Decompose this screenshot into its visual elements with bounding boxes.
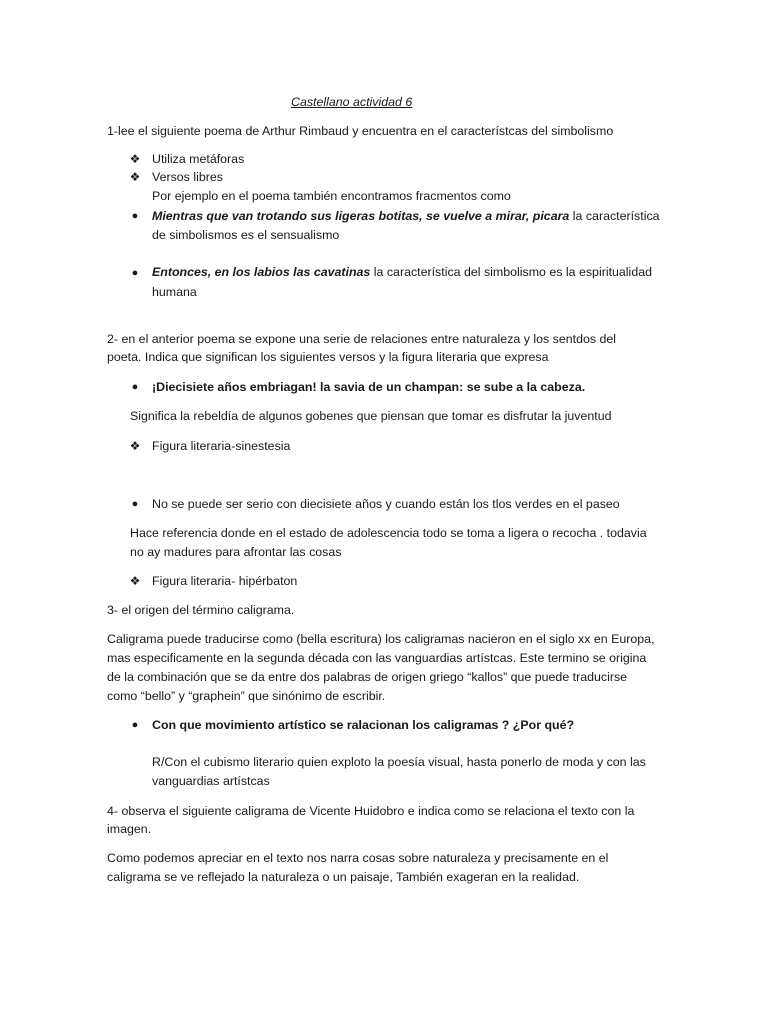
q1-bullet-2-rest: la característica del simbolismo es la espiritualidad bbox=[373, 265, 652, 279]
q2-bullet-1-meaning: Significa la rebeldía de algunos gobenes que piensan que tomar es disfrutar la juventud bbox=[130, 409, 612, 423]
diamond-bullet-icon: ❖ bbox=[129, 152, 141, 166]
q2-bullet-2: No se puede ser serio con diecisiete años y cuando están los tlos verdes en el paseo bbox=[152, 497, 620, 511]
round-bullet-icon: ● bbox=[131, 498, 139, 510]
q2-figure-2: Figura literaria- hipérbaton bbox=[152, 574, 298, 588]
q2-heading-line1: 2- en el anterior poema se expone una serie de relaciones entre naturaleza y los sentdos del bbox=[107, 332, 617, 346]
q1-bullet-2-quote: Entonces, en los labios las cavatinas bbox=[152, 265, 371, 279]
q1-bullet-1-quote: Mientras que van trotando sus ligeras botitas, se vuelve a mirar, picara bbox=[152, 209, 570, 223]
q4-paragraph-line2: caligrama se ve reflejado la naturaleza o un paisaje, También exageran en la realidad. bbox=[107, 870, 580, 884]
round-bullet-icon: ● bbox=[131, 267, 139, 279]
q1-bullet-2-line2: humana bbox=[152, 285, 197, 299]
diamond-bullet-icon: ❖ bbox=[129, 574, 141, 588]
q3-answer-line2: vanguardias artístcas bbox=[152, 774, 270, 788]
q3-heading: 3- el origen del término caligrama. bbox=[107, 603, 295, 617]
q4-paragraph-line1: Como podemos apreciar en el texto nos narra cosas sobre naturaleza y precisamente en el bbox=[107, 851, 609, 865]
q3-question: Con que movimiento artístico se ralacionan los caligramas ? ¿Por qué? bbox=[152, 718, 575, 732]
diamond-bullet-icon: ❖ bbox=[129, 439, 141, 453]
q4-heading-line2: imagen. bbox=[107, 822, 152, 836]
q2-bullet-1: ¡Diecisiete años embriagan! la savia de un champan: se sube a la cabeza. bbox=[152, 380, 586, 394]
diamond-bullet-icon: ❖ bbox=[129, 170, 141, 184]
round-bullet-icon: ● bbox=[131, 210, 139, 222]
q1-bullet-1 bbox=[152, 207, 660, 225]
q2-figure-1: Figura literaria-sinestesia bbox=[152, 439, 291, 453]
q1-heading: 1-lee el siguiente poema de Arthur Rimbaud y encuentra en el característcas del simbolismo bbox=[107, 124, 614, 138]
round-bullet-icon: ● bbox=[131, 719, 139, 731]
q1-list-item: Utiliza metáforas bbox=[152, 152, 245, 166]
q1-bullet-2 bbox=[152, 263, 652, 281]
round-bullet-icon: ● bbox=[131, 381, 139, 393]
q2-heading-line2: poeta. Indica que significan los siguientes versos y la figura literaria que expresa bbox=[107, 350, 549, 364]
q3-paragraph-line3: de la combinación que se da entre dos palabras de origen griego “kallos” que puede traducirse bbox=[107, 670, 628, 684]
q1-bullet-1-line2: de simbolismos es el sensualismo bbox=[152, 228, 340, 242]
q1-list-item: Versos libres bbox=[152, 170, 223, 184]
q1-list-note: Por ejemplo en el poema también encontramos fracmentos como bbox=[152, 189, 511, 203]
q3-paragraph-line4: como “bello” y “graphein” que sinónimo de escribir. bbox=[107, 689, 386, 703]
q2-bullet-2-meaning-line2: no ay madures para afrontar las cosas bbox=[130, 545, 342, 559]
page-title: Castellano actividad 6 bbox=[291, 95, 413, 109]
q2-bullet-2-meaning-line1: Hace referencia donde en el estado de adolescencia todo se toma a ligera o recocha . todavia bbox=[130, 526, 647, 540]
q3-paragraph-line1: Caligrama puede traducirse como (bella escritura) los caligramas nacieron en el siglo xx en Europa, bbox=[107, 632, 655, 646]
q3-answer-line1: R/Con el cubismo literario quien exploto la poesía visual, hasta ponerlo de moda y con las bbox=[152, 755, 646, 769]
q1-bullet-1-rest: la característica bbox=[572, 209, 660, 223]
q3-paragraph-line2: mas especificamente en la segunda década con las vanguardias artístcas. Este termino se origina bbox=[107, 651, 647, 665]
q4-heading-line1: 4- observa el siguiente caligrama de Vicente Huidobro e indica como se relaciona el texto con la bbox=[107, 804, 635, 818]
